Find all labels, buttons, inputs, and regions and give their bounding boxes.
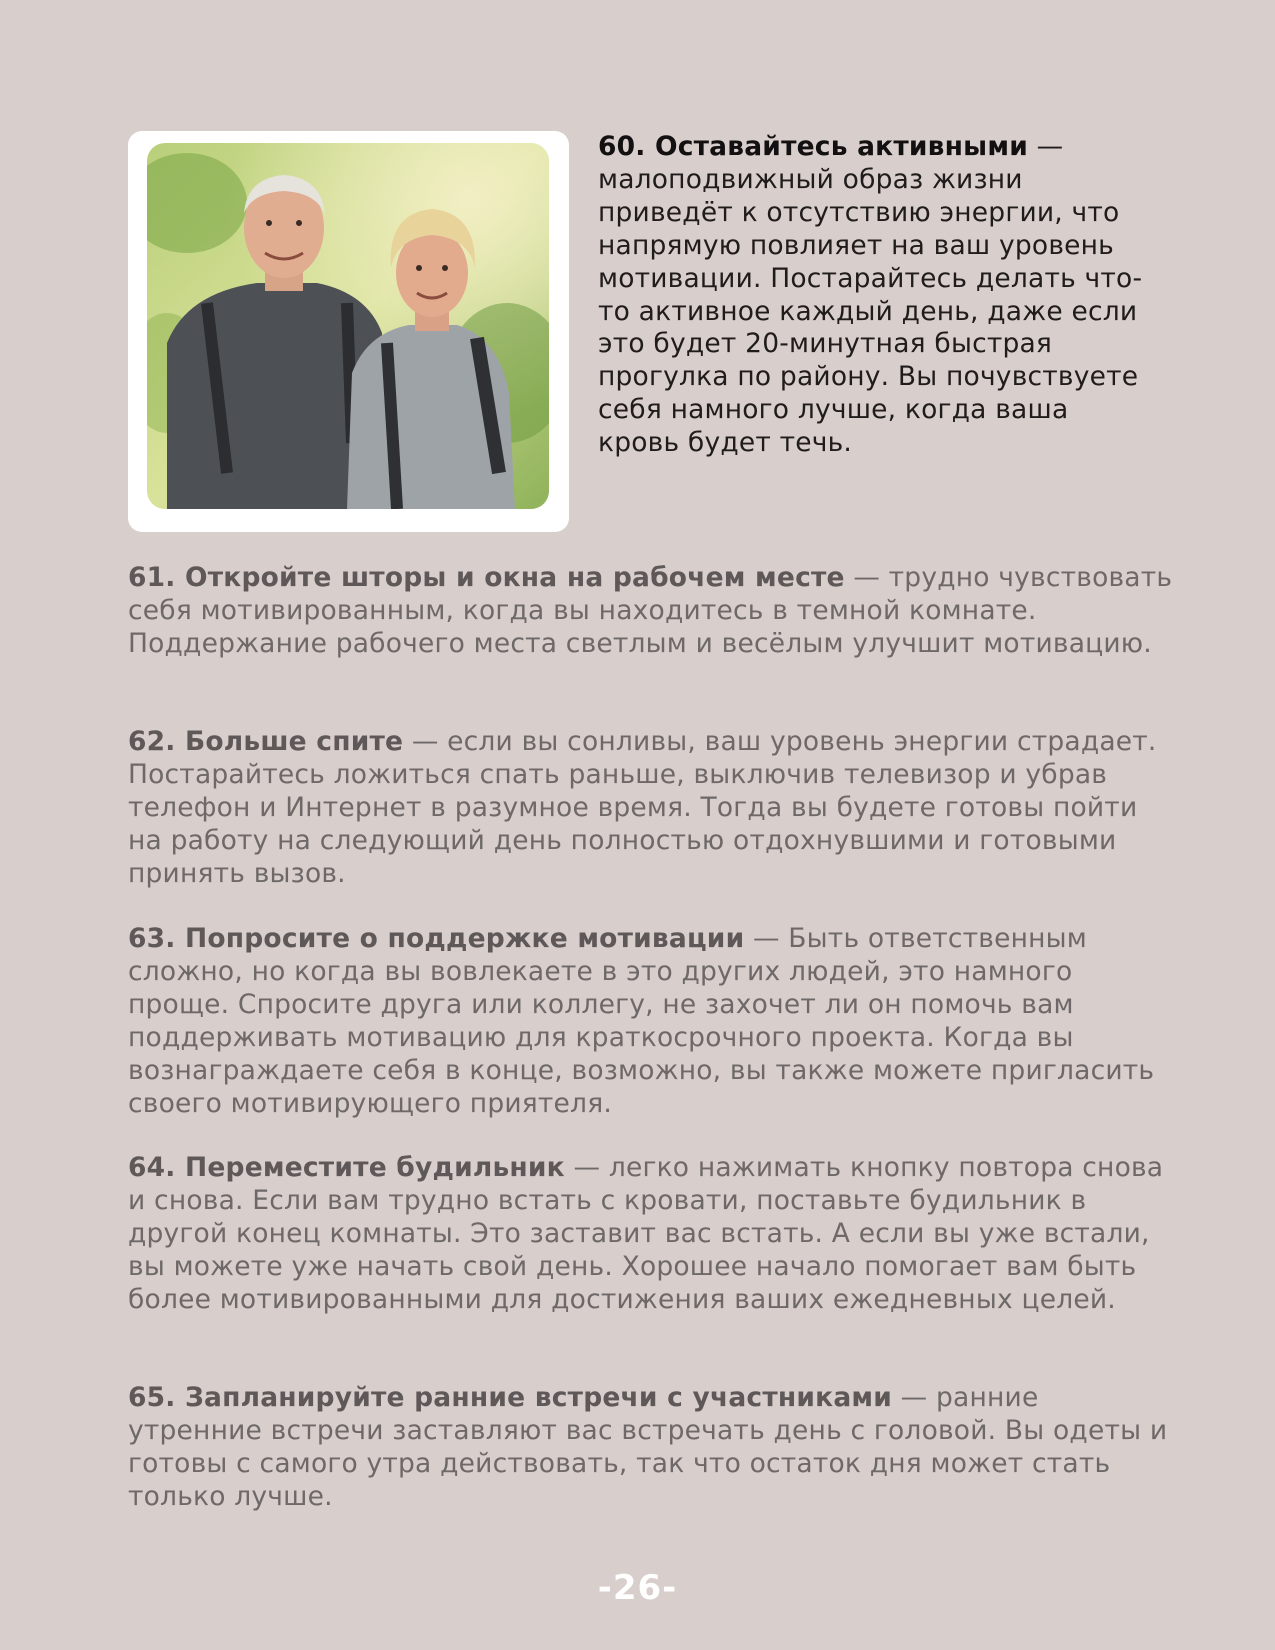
tip-60 (598, 131, 1158, 460)
couple-photo-illustration (147, 143, 549, 509)
tip-65 (128, 1382, 1178, 1514)
tip-61-body: — трудно чувствовать себя мотивированным, когда вы находитесь в темной комнате. Поддержание рабочего места светлым и весёлым улучшит мотивацию. (128, 562, 1173, 659)
tip-64-heading: 64. Переместите будильник (128, 1152, 565, 1183)
tip-60-body: — малоподвижный образ жизни приведёт к отсутствию энергии, что напрямую повлияет на ваш уровень мотивации. Постарайтесь делать что-то активное каждый день, даже если это будет 20-минутная быстрая прогулка по району. Вы почувствуете себя намного лучше, когда ваша кровь будет течь. (598, 131, 1143, 459)
photo-frame (128, 131, 569, 532)
tip-64 (128, 1152, 1178, 1317)
tip-62-heading: 62. Больше спите (128, 726, 404, 757)
photo-senior-couple (147, 143, 549, 509)
tip-64-body: — легко нажимать кнопку повтора снова и снова. Если вам трудно встать с кровати, поставьте будильник в другой конец комнаты. Это заставит вас встать. А если вы уже встали, вы можете уже начать свой день. Хорошее начало помогает вам быть более мотивированными для достижения ваших ежедневных целей. (128, 1152, 1164, 1315)
tip-65-body: — ранние утренние встречи заставляют вас встречать день с головой. Вы одеты и готовы с самого утра действовать, так что остаток дня может стать только лучше. (128, 1382, 1168, 1512)
tip-61 (128, 562, 1178, 661)
tip-63-body: — Быть ответственным сложно, но когда вы вовлекаете в это других людей, это намного проще. Спросите друга или коллегу, не захочет ли он помочь вам поддерживать мотивацию для краткосрочного проекта. Когда вы вознаграждаете себя в конце, возможно, вы также можете пригласить своего мотивирующего приятеля. (128, 923, 1155, 1119)
tip-62-body: — если вы сонливы, ваш уровень энергии страдает. Постарайтесь ложиться спать раньше, выключив телевизор и убрав телефон и Интернет в разумное время. Тогда вы будете готовы пойти на работу на следующий день полностью отдохнувшими и готовыми принять вызов. (128, 726, 1157, 889)
tip-63 (128, 923, 1178, 1120)
tip-62 (128, 726, 1178, 891)
page-number: -26- (597, 1568, 678, 1608)
tip-61-heading: 61. Откройте шторы и окна на рабочем месте (128, 562, 845, 593)
tip-63-heading: 63. Попросите о поддержке мотивации (128, 923, 745, 954)
tip-60-heading: 60. Оставайтесь активными (598, 131, 1028, 162)
tip-65-heading: 65. Запланируйте ранние встречи с участниками (128, 1382, 893, 1413)
